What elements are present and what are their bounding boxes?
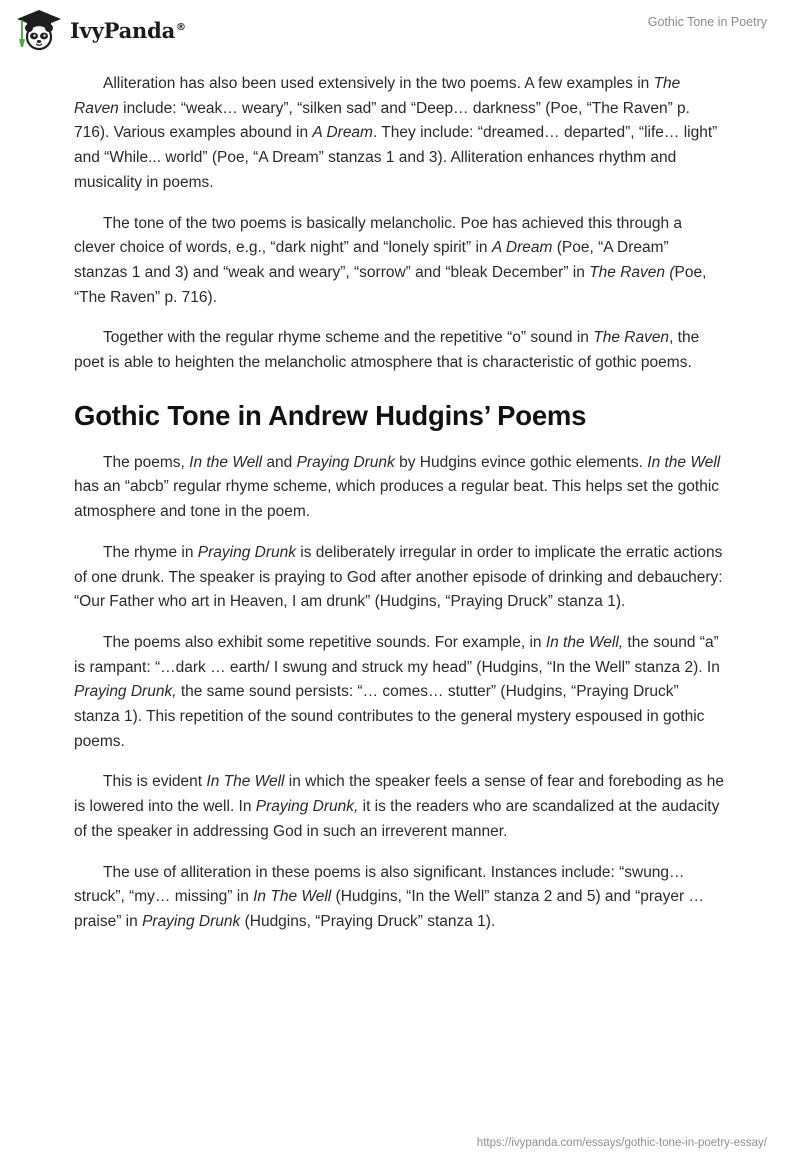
registered-mark: ® [176,21,186,33]
ivypanda-logo[interactable] [14,9,186,51]
logo-wordmark [70,18,186,43]
paragraph-3: Together with the regular rhyme scheme and the repetitive “o” sound in The Raven, the poet is able to heighten the melancholic atmosphere that is characteristic of gothic poems. [74,329,700,372]
panda-graduate-icon [14,9,64,51]
section-heading: Gothic Tone in Andrew Hudgins’ Poems [74,399,587,431]
essay-content [74,72,724,951]
paragraph-6: The poems also exhibit some repetitive sounds. For example, in In the Well, the sound “a” is rampant: “…dark … earth/ I swung and struck my head” (Hudgins, “In the Well” stanza 2). In Praying Drunk, the same sound persists: “… comes… stutter” (Hudgins, “Praying Druck” stanza 1). This repetition of the sound contributes to the general mystery espoused in gothic poems. [74,633,720,750]
paragraph-2: The tone of the two poems is basically melancholic. Poe has achieved this through a clever choice of words, e.g., “dark night” and “lonely spirit” in A Dream (Poe, “A Dream” stanzas 1 and 3) and “weak and weary”, “sorrow” and “bleak December” in The Raven (Poe, “The Raven” p. 716). [74,214,707,306]
document-title: Gothic Tone in Poetry [647,15,767,29]
source-url[interactable]: https://ivypanda.com/essays/gothic-tone-in-poetry-essay/ [476,1137,767,1149]
page-header [0,0,800,60]
paragraph-8: The use of alliteration in these poems is also significant. Instances include: “swung… struck”, “my… missing” in In The Well (Hudgins, “In the Well” stanza 2 and 5) and “prayer … praise” in Praying Drunk (Hudgins, “Praying Druck” stanza 1). [74,863,704,930]
paragraph-4: The poems, In the Well and Praying Drunk by Hudgins evince gothic elements. In the Well has an “abcb” regular rhyme scheme, which produces a regular beat. This helps set the gothic atmosphere and tone in the poem. [74,453,721,521]
paragraph-1: Alliteration has also been used extensively in the two poems. A few examples in The Raven include: “weak… weary”, “silken sad” and “Deep… darkness” (Poe, “The Raven” p. 716). Various examples abound in A Dream. They include: “dreamed… departed”, “life… light” and “While... world” (Poe, “A Dream” stanzas 1 and 3). Alliteration enhances rhythm and musicality in poems. [74,75,718,191]
paragraph-7: This is evident In The Well in which the speaker feels a sense of fear and foreboding as he is lowered into the well. In Praying Drunk, it is the readers who are scandalized at the audacity of the speaker in addressing God in such an irreverent manner. [74,773,724,840]
paragraph-5: The rhyme in Praying Drunk is deliberately irregular in order to implicate the erratic actions of one drunk. The speaker is praying to God after another episode of drinking and debauchery: “Our Father who art in Heaven, I am drunk” (Hudgins, “Praying Druck” stanza 1). [74,543,723,611]
logo-text: IvyPanda [70,17,176,43]
